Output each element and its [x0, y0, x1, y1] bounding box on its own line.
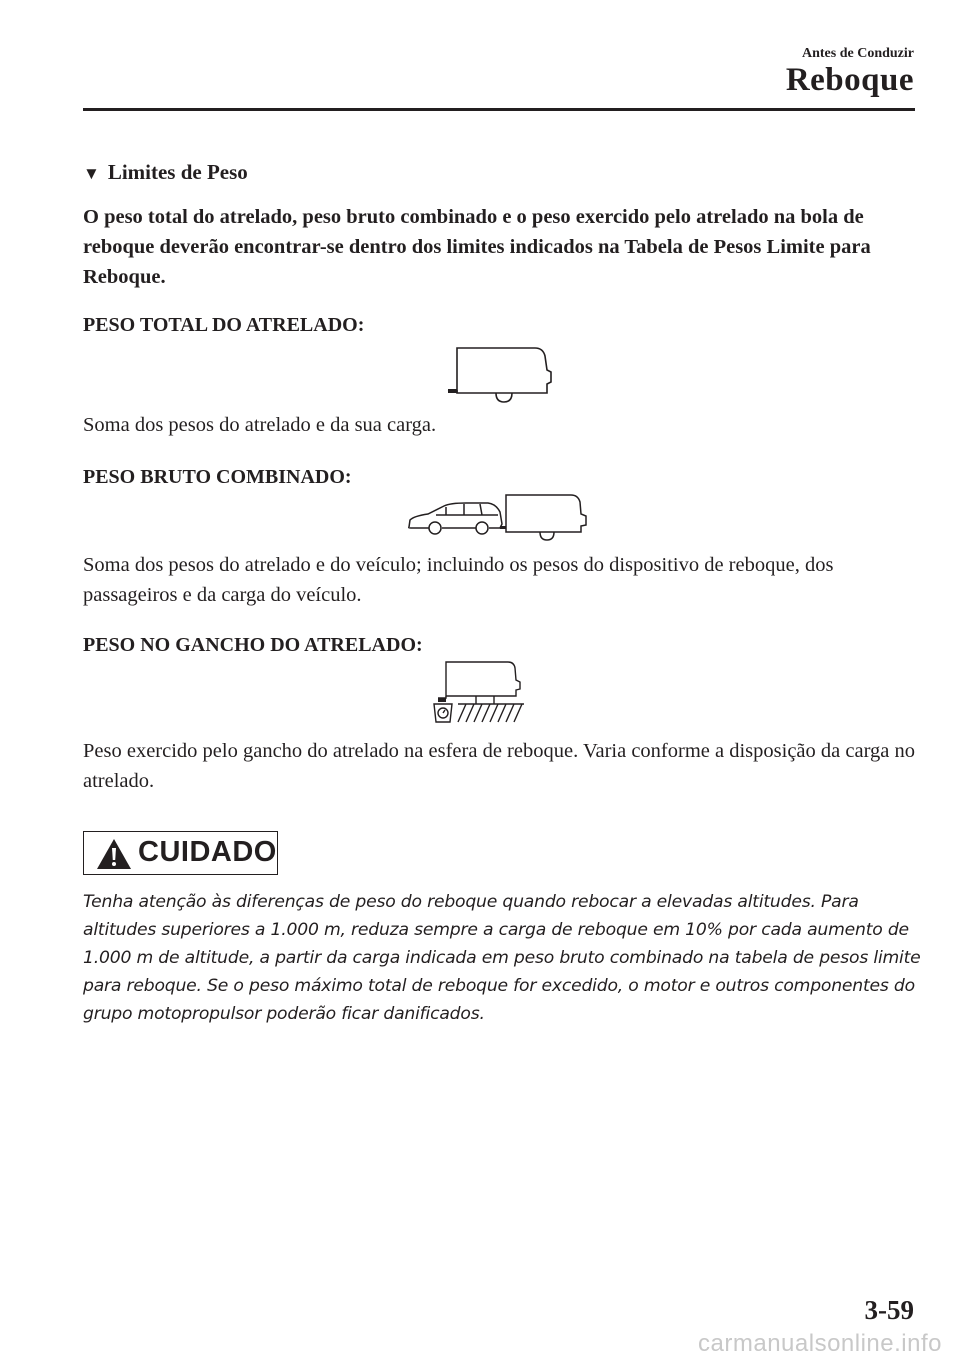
caution-text: Tenha atenção às diferenças de peso do reboque quando rebocar a elevadas altitudes. Para altitudes superiores a 1.000 m, reduza sempre a carga de reboque em 10% por cada aumento de 1.000 m de altitude, a partir da carga indicada em peso bruto combinado na tabela de pesos limite para reboque. Se o peso máximo total de reboque for excedido, o motor e outros componentes do grupo motopropulsor poderão ficar danificados. [83, 892, 921, 1024]
car-towing-trailer-icon [406, 488, 596, 544]
intro-paragraph: O peso total do atrelado, peso bruto combinado e o peso exercido pelo atrelado na bola de reboque deverão encontrar-se dentro dos limites indicados na Tabela de Pesos Limite para Reboque. [83, 206, 871, 288]
caution-title: CUIDADO [138, 836, 277, 868]
warning-triangle-icon [96, 838, 132, 870]
gross-combination-weight-description: Soma dos pesos do atrelado e do veículo; incluindo os pesos do dispositivo de reboque, dos passageiros e da carga do veículo. [83, 554, 834, 606]
section-title: Reboque [785, 62, 914, 98]
tongue-load-description: Peso exercido pelo gancho do atrelado na esfera de reboque. Varia conforme a disposição da carga no atrelado. [83, 740, 916, 792]
subsection-heading [83, 160, 248, 185]
trailer-hitch-scale-icon [428, 658, 526, 724]
chapter-title: Antes de Conduzir [801, 46, 914, 61]
triangle-marker-icon: ▼ [83, 164, 100, 183]
caution-box [83, 831, 278, 875]
trailer-icon [444, 340, 560, 408]
page-number: 3-59 [864, 1295, 914, 1325]
header-divider [83, 108, 915, 111]
gross-combination-weight-label: PESO BRUTO COMBINADO: [83, 466, 352, 488]
subsection-title: Limites de Peso [107, 160, 248, 184]
gross-trailer-weight-description: Soma dos pesos do atrelado e da sua carga. [83, 414, 437, 436]
tongue-load-label: PESO NO GANCHO DO ATRELADO: [83, 634, 423, 656]
gross-trailer-weight-label: PESO TOTAL DO ATRELADO: [83, 314, 365, 336]
watermark: carmanualsonline.info [698, 1330, 942, 1357]
